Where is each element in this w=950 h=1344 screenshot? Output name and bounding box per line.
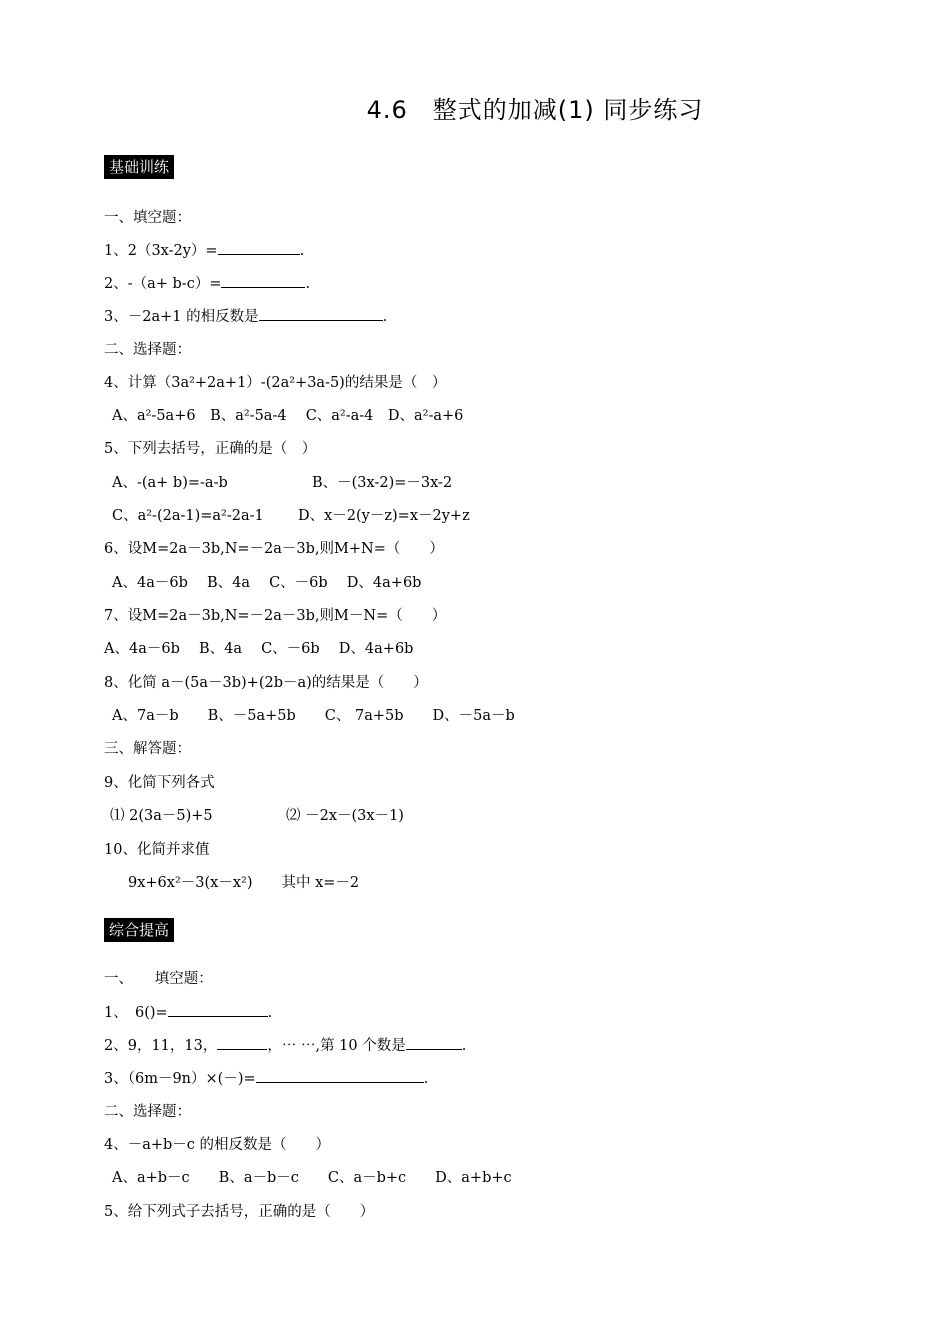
advanced-question-4-options: A、a+b－c B、a－b－c C、a－b+c D、a+b+c (112, 1170, 512, 1186)
answer-blank (168, 1002, 268, 1017)
section-label-basic: 基础训练 (104, 155, 174, 179)
question-4: 4、计算（3a²+2a+1）-(2a²+3a-5)的结果是（ ） (104, 375, 447, 391)
answer-blank (217, 1035, 267, 1050)
advanced-question-4: 4、－a+b－c 的相反数是（ ） (104, 1137, 331, 1153)
heading-fill-blank-2: 一、 填空题： (104, 971, 213, 987)
question-6-options: A、4a－6b B、4a C、－6b D、4a+6b (112, 575, 422, 591)
question-5-option-b: B、－(3x-2)=－3x-2 (312, 475, 453, 491)
question-9: 9、化简下列各式 (104, 775, 215, 791)
heading-fill-blank: 一、填空题： (104, 210, 191, 226)
answer-blank (218, 240, 300, 255)
question-2: 2、-（a+ b-c）= . (104, 273, 310, 295)
advanced-question-3: 3、（6m－9n）×(－)= . (104, 1068, 428, 1090)
section-label-advanced: 综合提高 (104, 918, 174, 942)
advanced-question-2: 2、9，11，13， ，⋯ ⋯,第 10 个数是 . (104, 1035, 466, 1057)
heading-solve: 三、解答题： (104, 741, 191, 757)
answer-blank (221, 273, 305, 288)
page-title: 4.6 整式的加减(1) 同步练习 (366, 96, 704, 124)
question-5-option-a: A、-(a+ b)=-a-b (112, 475, 228, 491)
question-8: 8、化简 a－(5a－3b)+(2b－a)的结果是（ ） (104, 675, 428, 691)
question-8-options: A、7a－b B、－5a+5b C、 7a+5b D、－5a－b (112, 708, 515, 724)
question-7: 7、设M=2a－3b,N=－2a－3b,则M－N=（ ） (104, 608, 447, 624)
advanced-question-1: 1、 6()= . (104, 1002, 272, 1024)
question-5-option-c: C、a²-(2a-1)=a²-2a-1 (112, 508, 264, 524)
question-10-expression: 9x+6x²－3(x－x²) 其中 x=－2 (128, 875, 360, 891)
answer-blank (259, 306, 383, 321)
answer-blank (256, 1068, 424, 1083)
question-7-options: A、4a－6b B、4a C、－6b D、4a+6b (104, 641, 414, 657)
advanced-question-5: 5、给下列式子去括号，正确的是（ ） (104, 1204, 375, 1220)
question-4-options: A、a²-5a+6 B、a²-5a-4 C、a²-a-4 D、a²-a+6 (112, 408, 464, 424)
question-5: 5、下列去括号，正确的是（ ） (104, 441, 317, 457)
question-6: 6、设M=2a－3b,N=－2a－3b,则M+N=（ ） (104, 541, 444, 557)
question-10: 10、化简并求值 (104, 842, 210, 858)
question-3: 3、－2a+1 的相反数是 . (104, 306, 387, 328)
question-1: 1、2（3x-2y）= . (104, 240, 304, 262)
question-5-option-d: D、x－2(y－z)=x－2y+z (298, 508, 470, 524)
heading-choice-2: 二、选择题： (104, 1104, 191, 1120)
question-9-part-2: ⑵ －2x－(3x－1) (286, 808, 404, 824)
answer-blank (406, 1035, 462, 1050)
heading-choice: 二、选择题： (104, 342, 191, 358)
question-9-part-1: ⑴ 2(3a－5)+5 (110, 808, 213, 824)
